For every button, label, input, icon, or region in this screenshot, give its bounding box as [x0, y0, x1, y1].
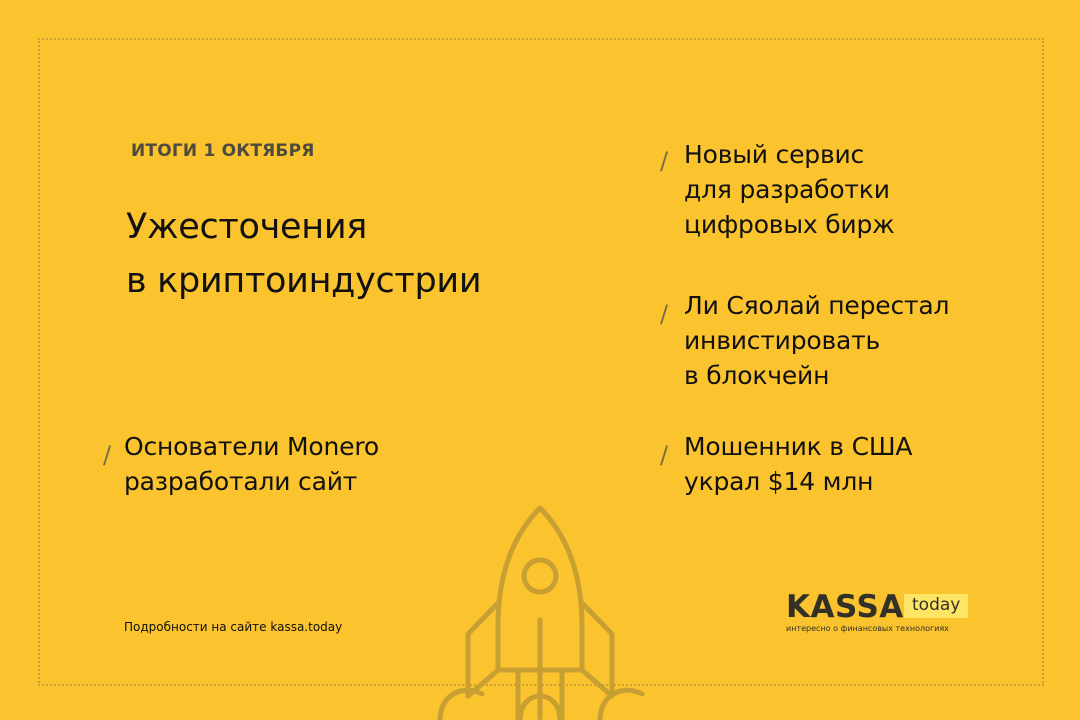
news-item-fraudster — [684, 429, 912, 499]
slash-icon: / — [660, 147, 669, 175]
news-line: украл $14 млн — [684, 467, 874, 496]
headline — [126, 200, 481, 308]
news-item-li-xiaolai — [684, 288, 949, 393]
footer-note: Подробности на сайте kassa.today — [124, 620, 343, 634]
slash-icon: / — [660, 300, 669, 328]
news-line: для разработки — [684, 175, 890, 204]
news-line: разработали сайт — [124, 467, 358, 496]
news-line: Основатели Monero — [124, 432, 379, 461]
slash-icon: / — [103, 441, 112, 469]
logo-tagline: интересно о финансовых технологиях — [786, 624, 949, 633]
headline-line: в криптоиндустрии — [126, 261, 482, 301]
news-item-monero — [124, 429, 379, 499]
news-line: Ли Сяолай перестал — [684, 291, 950, 320]
kassa-today-logo — [786, 590, 971, 638]
news-line: цифровых бирж — [684, 210, 895, 239]
rocket-icon — [410, 500, 670, 720]
news-line: инвистировать — [684, 326, 881, 355]
news-line: в блокчейн — [684, 361, 830, 390]
date-label: ИТОГИ 1 ОКТЯБРЯ — [131, 141, 315, 161]
news-item-new-service — [684, 137, 894, 242]
news-line: Мошенник в США — [684, 432, 913, 461]
logo-suffix: today — [904, 594, 968, 618]
slash-icon: / — [660, 441, 669, 469]
news-line: Новый сервис — [684, 140, 865, 169]
logo-brand: KASSA — [786, 589, 904, 625]
headline-line: Ужесточения — [126, 207, 368, 247]
